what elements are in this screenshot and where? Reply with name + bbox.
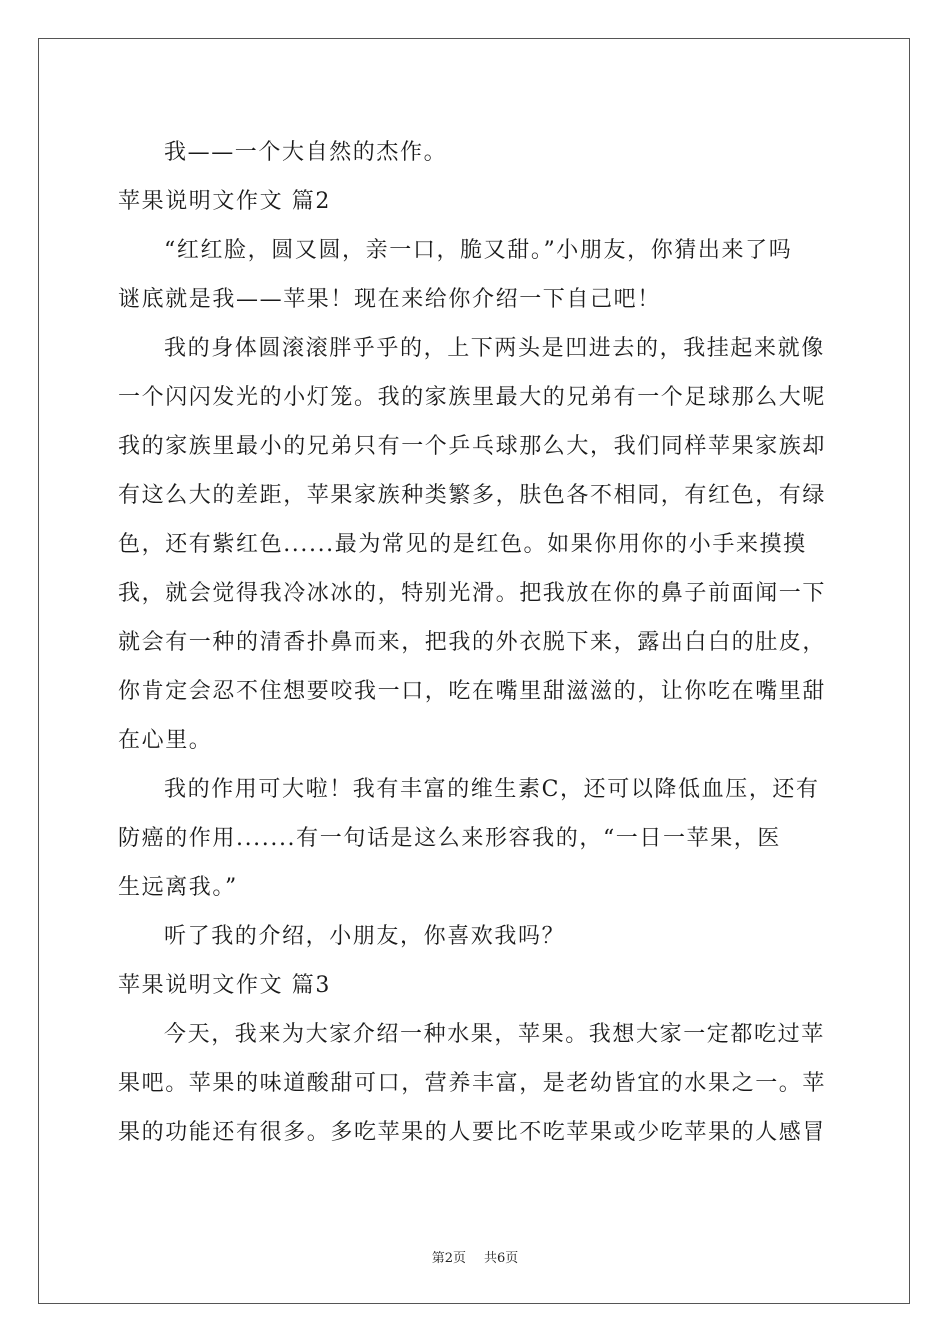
page-number: 第2页 (431, 1251, 466, 1266)
paragraph-line: 听了我的介绍，小朋友，你喜欢我吗？ (164, 924, 566, 949)
paragraph-line: “红红脸，圆又圆，亲一口，脆又甜。”小朋友，你猜出来了吗 (164, 238, 793, 263)
paragraph-line: 谜底就是我——苹果！现在来给你介绍一下自己吧！ (118, 287, 661, 312)
paragraph-line: 我，就会觉得我冷冰冰的，特别光滑。把我放在你的鼻子前面闻一下 (118, 581, 827, 606)
page-total: 共6页 (484, 1251, 519, 1266)
section-heading: 苹果说明文作文 篇3 (118, 973, 331, 998)
paragraph-line: 你肯定会忍不住想要咬我一口，吃在嘴里甜滋滋的，让你吃在嘴里甜 (118, 679, 827, 704)
paragraph-line: 防癌的作用.......有一句话是这么来形容我的，“一日一苹果，医 (118, 826, 782, 851)
paragraph-line: 就会有一种的清香扑鼻而来，把我的外衣脱下来，露出白白的肚皮， (118, 630, 827, 655)
paragraph-line: 一个闪闪发光的小灯笼。我的家族里最大的兄弟有一个足球那么大呢 (118, 385, 827, 410)
paragraph-line: 我的身体圆滚滚胖乎乎的，上下两头是凹进去的，我挂起来就像 (164, 336, 825, 361)
paragraph-line: 果的功能还有很多。多吃苹果的人要比不吃苹果或少吃苹果的人感冒 (118, 1120, 827, 1145)
document-body (118, 128, 832, 1157)
paragraph-line: 有这么大的差距，苹果家族种类繁多，肤色各不相同，有红色，有绿 (118, 483, 827, 508)
paragraph-line: 果吧。苹果的味道酸甜可口，营养丰富，是老幼皆宜的水果之一。苹 (118, 1071, 827, 1096)
paragraph-line: 在心里。 (118, 728, 213, 753)
paragraph-line: 生远离我。” (118, 875, 238, 900)
paragraph-line: 色，还有紫红色......最为常见的是红色。如果你用你的小手来摸摸 (118, 532, 807, 557)
paragraph-line: 今天，我来为大家介绍一种水果，苹果。我想大家一定都吃过苹 (164, 1022, 825, 1047)
paragraph-line: 我——一个大自然的杰作。 (164, 140, 448, 165)
page-footer (0, 1247, 950, 1266)
paragraph-line: 我的作用可大啦！我有丰富的维生素C，还可以降低血压，还有 (164, 777, 820, 802)
section-heading: 苹果说明文作文 篇2 (118, 189, 331, 214)
paragraph-line: 我的家族里最小的兄弟只有一个乒乓球那么大，我们同样苹果家族却 (118, 434, 827, 459)
